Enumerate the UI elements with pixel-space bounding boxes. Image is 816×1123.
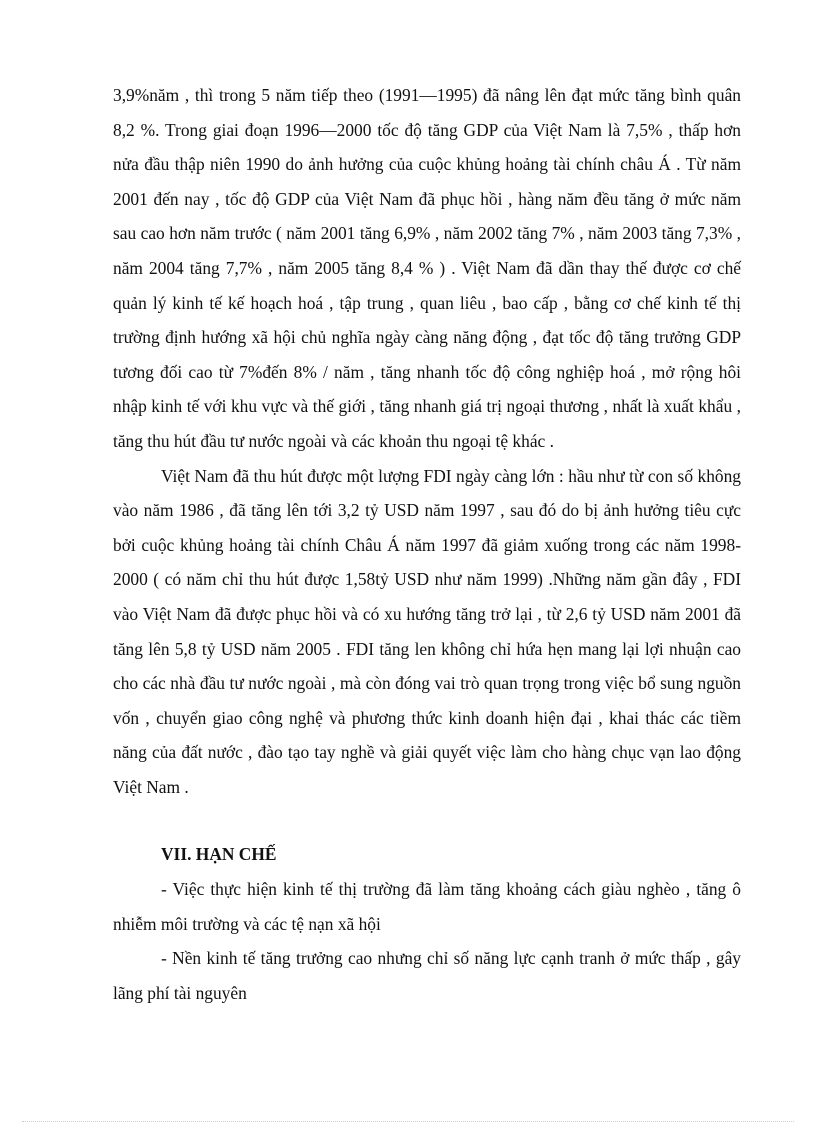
limitation-item: - Việc thực hiện kinh tế thị trường đã làm tăng khoảng cách giàu nghèo , tăng ô nhiễm môi trường và các tệ nạn xã hội	[113, 879, 741, 934]
section-heading-limitations: VII. HẠN CHẾ	[161, 844, 277, 865]
paragraph-fdi: Việt Nam đã thu hút được một lượng FDI ngày càng lớn : hầu như từ con số không vào năm 1986 , đã tăng lên tới 3,2 tỷ USD năm 1997 , sau đó do bị ảnh hưởng tiêu cực bởi cuộc khủng hoảng tài chính Châu Á năm 1997 đã giảm xuống trong các năm 1998-2000 ( có năm chỉ thu hút được 1,58tỷ USD như năm 1999) .Những năm gần đây , FDI vào Việt Nam đã được phục hồi và có xu hướng tăng trở lại , từ 2,6 tỷ USD năm 2001 đã tăng lên 5,8 tỷ USD năm 2005 . FDI tăng len không chỉ hứa hẹn mang lại lợi nhuận cao cho các nhà đầu tư nước ngoài , mà còn đóng vai trò quan trọng trong việc bổ sung nguồn vốn , chuyển giao công nghệ và phương thức kinh doanh hiện đại , khai thác các tiềm năng của đất nước , đào tạo tay nghề và giải quyết việc làm cho hàng chục vạn lao động Việt Nam .	[113, 465, 741, 797]
page-bottom-divider	[22, 1121, 794, 1122]
document-body	[113, 78, 741, 1010]
limitation-item: - Nền kinh tế tăng trưởng cao nhưng chỉ số năng lực cạnh tranh ở mức thấp , gây lãng phí tài nguyên	[113, 948, 741, 1003]
paragraph-gdp-growth: 3,9%năm , thì trong 5 năm tiếp theo (1991—1995) đã nâng lên đạt mức tăng bình quân 8,2 %. Trong giai đoạn 1996—2000 tốc độ tăng GDP của Việt Nam là 7,5% , thấp hơn nửa đầu thập niên 1990 do ảnh hưởng của cuộc khủng hoảng tài chính châu Á . Từ năm 2001 đến nay , tốc độ GDP của Việt Nam đã phục hồi , hàng năm đều tăng ở mức năm sau cao hơn năm trước ( năm 2001 tăng 6,9% , năm 2002 tăng 7% , năm 2003 tăng 7,3% , năm 2004 tăng 7,7% , năm 2005 tăng 8,4 % ) . Việt Nam đã dần thay thế được cơ chế quản lý kinh tế kế hoạch hoá , tập trung , quan liêu , bao cấp , bằng cơ chế kinh tế thị trường định hướng xã hội chủ nghĩa ngày càng năng động , đạt tốc độ tăng trưởng GDP tương đối cao từ 7%đến 8% / năm , tăng nhanh tốc độ công nghiệp hoá , mở rộng hôi nhập kinh tế với khu vực và thế giới , tăng nhanh giá trị ngoại thương , nhất là xuất khẩu , tăng thu hút đầu tư nước ngoài và các khoản thu ngoại tệ khác .	[113, 85, 741, 451]
